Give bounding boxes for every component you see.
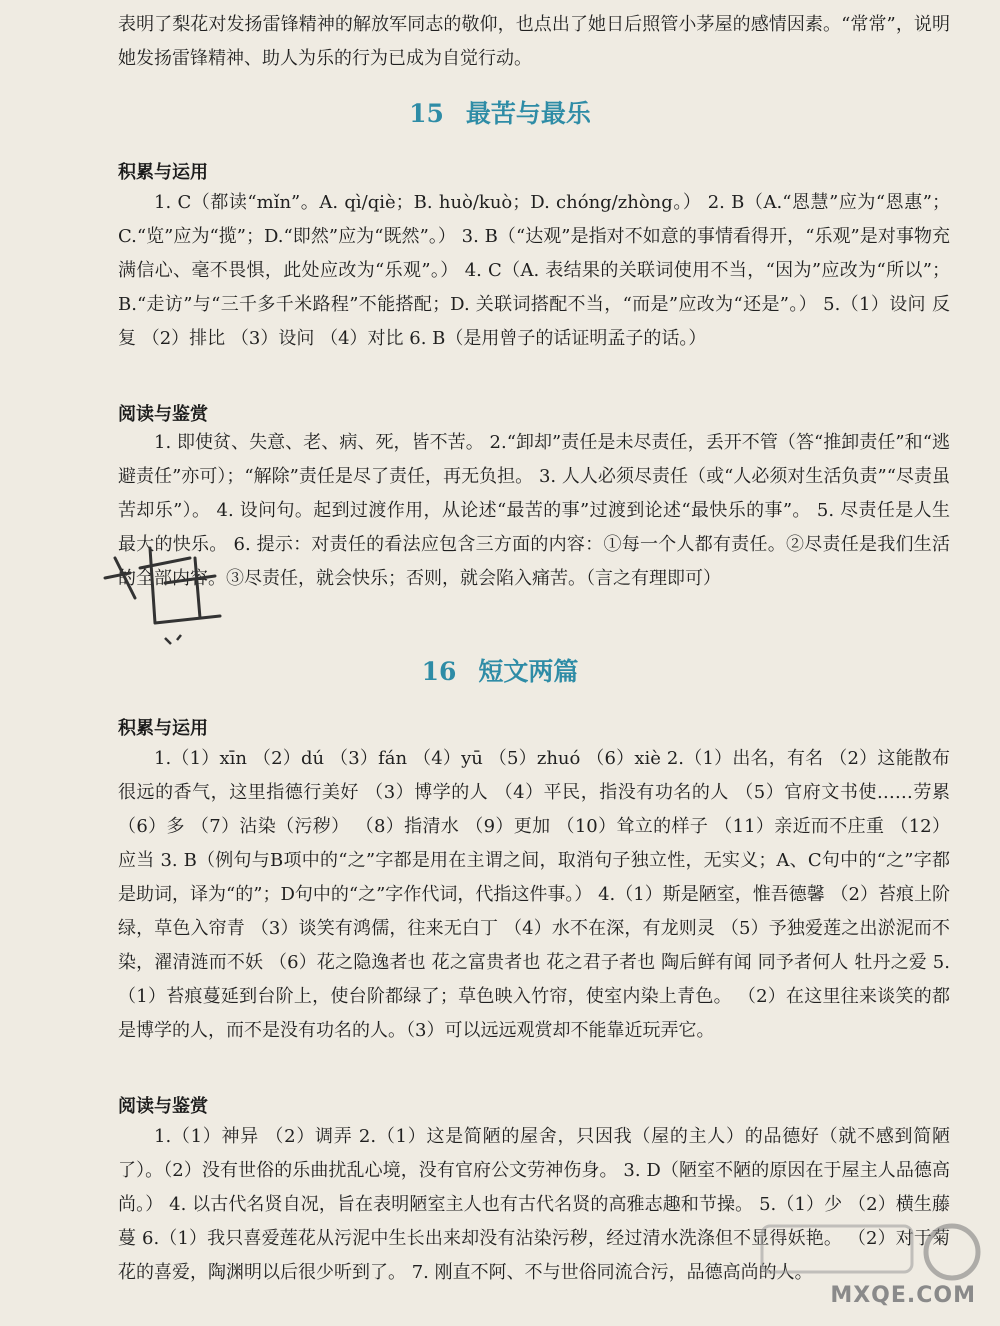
chapter-15-title <box>0 94 1000 130</box>
chapter-name: 最苦与最乐 <box>465 99 591 128</box>
section-heading-accumulation: 积累与运用 <box>118 162 208 183</box>
handwritten-scribble <box>95 528 245 658</box>
section-text-accumulation: 1.（1）xīn （2）dú （3）fán （4）yū （5）zhuó （6）xiè 2.（1）出名，有名 （2）这能散布很远的香气，这里指德行美好 （3）博学的人 （4）平民，指没有功名的人 （5）官府文书使……劳累 （6）多 （7）沾染（污秽） （8）指清水 （9）更加 （10）耸立的样子 （11）亲近而不庄重 （12）应当 3. B（例句与B项中的“之”字都是用在主谓之间，取消句子独立性，无实义；A、C句中的“之”字都是助词，译为“的”；D句中的“之”字作代词，代指这件事。） 4.（1）斯是陋室，惟吾德馨 （2）苔痕上阶绿，草色入帘青 （3）谈笑有鸿儒，往来无白丁 （4）水不在深，有龙则灵 （5）予独爱莲之出淤泥而不染，濯清涟而不妖 （6）花之隐逸者也 花之富贵者也 花之君子者也 陶后鲜有闻 同予者何人 牡丹之爱 5.（1）苔痕蔓延到台阶上，使台阶都绿了；草色映入竹帘，使室内染上青色。 （2）在这里往来谈笑的都是博学的人，而不是没有功名的人。（3）可以远远观赏却不能靠近玩弄它。 <box>118 748 950 1041</box>
chapter-number: 16 <box>421 657 457 686</box>
section-text-reading: 1. 即使贫、失意、老、病、死，皆不苦。 2.“卸却”责任是未尽责任，丢开不管（答“推卸责任”和“逃避责任”亦可）；“解除”责任是尽了责任，再无负担。 3. 人人必须尽责任（或“人必须对生活负责”“尽责虽苦却乐”）。 4. 设问句。起到过渡作用，从论述“最苦的事”过渡到论述“最快乐的事”。 5. 尽责任是人生最大的快乐。 6. 提示：对责任的看法应包含三方面的内容：①每一个人都有责任。②尽责任是我们生活的全部内容。③尽责任，就会快乐；否则，就会陷入痛苦。（言之有理即可） <box>118 432 950 589</box>
chapter-name: 短文两篇 <box>478 657 579 686</box>
intro-paragraph: 表明了梨花对发扬雷锋精神的解放军同志的敬仰，也点出了她日后照管小茅屋的感情因素。“常常”，说明她发扬雷锋精神、助人为乐的行为已成为自觉行动。 <box>118 14 950 69</box>
watermark-text: MXQE.COM <box>830 1283 976 1308</box>
section-heading-reading: 阅读与鉴赏 <box>118 404 208 425</box>
section-heading-accumulation: 积累与运用 <box>118 718 208 739</box>
section-text-reading: 1.（1）神异 （2）调弄 2.（1）这是简陋的屋舍，只因我（屋的主人）的品德好（就不感到简陋了）。（2）没有世俗的乐曲扰乱心境，没有官府公文劳神伤身。 3. D（陋室不陋的原因在于屋主人品德高尚。） 4. 以古代名贤自况，旨在表明陋室主人也有古代名贤的高雅志趣和节操。 5.（1）少 （2）横生藤蔓 6.（1）我只喜爱莲花从污泥中生长出来却没有沾染污秽，经过清水洗涤但不显得妖艳。 （2）对于菊花的喜爱，陶渊明以后很少听到了。 7. 刚直不阿、不与世俗同流合污，品德高尚的人。 <box>118 1126 950 1283</box>
chapter-number: 15 <box>409 99 444 128</box>
section-heading-reading: 阅读与鉴赏 <box>118 1096 208 1117</box>
section-text-accumulation: 1. C（都读“mǐn”。A. qì/qiè；B. huò/kuò；D. chóng/zhòng。） 2. B（A.“恩慧”应为“恩惠”；C.“览”应为“揽”；D.“即然”应为“既然”。） 3. B（“达观”是指对不如意的事情看得开，“乐观”是对事物充满信心、毫不畏惧，此处应改为“乐观”。） 4. C（A. 表结果的关联词使用不当，“因为”应改为“所以”；B.“走访”与“三千多千米路程”不能搭配；D. 关联词搭配不当，“而是”应改为“还是”。） 5.（1）设问 反复 （2）排比 （3）设问 （4）对比 6. B（是用曾子的话证明孟子的话。） <box>118 192 950 349</box>
